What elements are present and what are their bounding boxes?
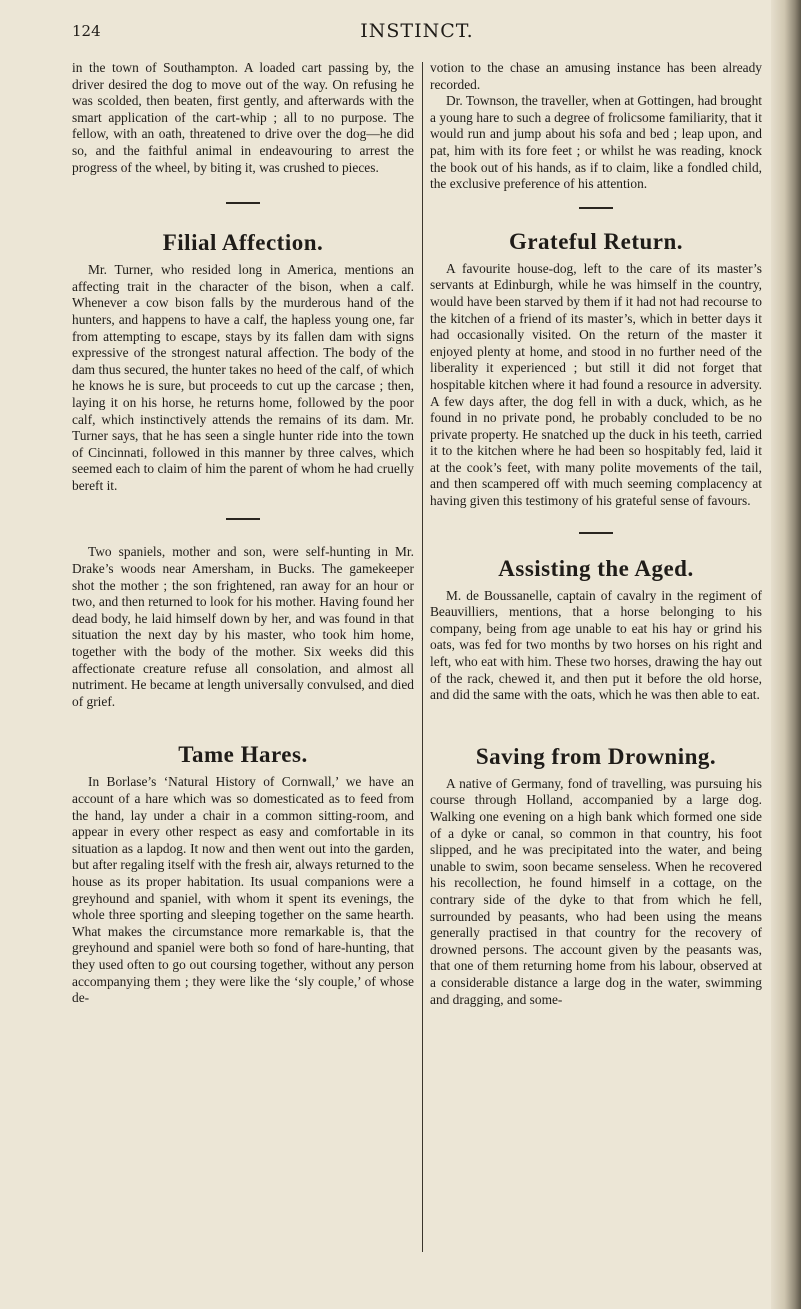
heading-grateful-return: Grateful Return. (508, 228, 684, 254)
column-rule (422, 62, 423, 1252)
paragraph-tame-hares: In Borlase’s ‘Natural History of Cornwall,’ we have an account of a hare which was so domesticated as to feed from the hand, lay under a chair in a common sitting-room, and appear in every other respect as easy and comfortable in its situation as a lapdog. It now and then went out into the garden, but after regaling itself with the fresh air, always returned to the house as its proper habitation. Its usual companions were a greyhound and spaniel, with whom it spent its evenings, the whole three sporting and sleeping together on the same hearth. What makes the circumstance more remarkable is, that the greyhound and spaniel were both so fond of hare-hunting, that they used often to go out coursing together, without any person accompanying them ; they were like the ‘sly couple,’ of whose de- (72, 774, 414, 1006)
paragraph-aged: M. de Boussanelle, captain of cavalry in the regiment of Beauvilliers, mentions, that a horse belonging to his company, being from age unable to eat his hay or grind his oats, was fed for two months by two horses on his right and left, who eat with him. These two horses, drawing the hay out of the rack, chewed it, and then put it before the old horse, and did the same with the oats, which he was then able to eat. (430, 587, 762, 703)
page-edge-shadow (771, 0, 801, 1309)
paragraph-grateful: A favourite house-dog, left to the care of its master’s servants at Edinburgh, while he was himself in the country, would have been starved by them if it had not had recourse to the kitchen of a friend of its master’s, which in better days it had occasionally visited. On the return of the master it enjoyed plenty at home, and stood in no further need of the liberality it experienced ; but still it did not forget that hospitable kitchen where it had found a resource in adversity. A few days after, the dog fell in with a duck, which, as he found in no private pond, he probably concluded to be no private property. He snatched up the duck in his teeth, carried it to the kitchen where he had been so hospitably fed, laid it at the cook’s feet, with many polite movements of the tail, and then scampered off with much seeming complacency at having given this testimony of his grateful sense of favours. (430, 260, 762, 509)
paragraph-continued: votion to the chase an amusing instance has been already recorded. (430, 60, 762, 92)
left-column (72, 60, 414, 1007)
running-head: INSTINCT. (360, 20, 474, 42)
right-column (430, 60, 762, 1008)
paragraph-spaniels: Two spaniels, mother and son, were self-hunting in Mr. Drake’s woods near Amersham, in Bucks. The gamekeeper shot the mother ; the son frightened, ran away for an hour or two, and then returned to look for his mother. Having found her dead body, he laid himself down by her, and was found in that situation the next day by his master, who took him home, together with the body of the mother. Six weeks did this affectionate creature refuse all consolation, and almost all nutriment. He became at length universally convulsed, and died of grief. (72, 544, 414, 709)
page-number: 124 (72, 22, 101, 40)
paragraph-townson: Dr. Townson, the traveller, when at Gottingen, had brought a young hare to such a degree of frolicsome familiarity, that it would run and jump about his sofa and bed ; leap upon, and pat, him with its fore feet ; or whilst he was reading, knock the book out of his hands, as if to claim, like a fondled child, the exclusive preference of his attention. (430, 93, 762, 192)
heading-assisting-aged: Assisting the Aged. (498, 555, 694, 581)
heading-tame-hares: Tame Hares. (178, 742, 308, 768)
paragraph-intro: in the town of Southampton. A loaded cart passing by, the driver desired the dog to move out of the way. On refusing he was scolded, then beaten, first gently, and afterwards with the smart application of the cart-whip ; all to no purpose. The fellow, with an oath, threatened to drive over the dog—he did so, and the faithful animal in endeavouring to arrest the progress of the wheel, by biting it, was crushed to pieces. (72, 60, 414, 175)
paragraph-drowning: A native of Germany, fond of travelling, was pursuing his course through Holland, accompanied by a large dog. Walking one evening on a high bank which formed one side of a dyke or canal, so common in that country, his foot slipped, and he was precipitated into the water, and being unable to swim, soon became senseless. When he recovered his recollection, he found himself in a cottage, on the contrary side of the dyke to that from which he fell, surrounded by peasants, who had been using the means generally practised in that country for the recovery of drowned persons. The account given by the peasants was, that one of them returning home from his labour, observed at a considerable distance a large dog in the water, swimming and dragging, and some- (430, 775, 762, 1007)
page-header (72, 20, 762, 46)
paragraph-filial: Mr. Turner, who resided long in America, mentions an affecting trait in the character of the bison, when a calf. Whenever a cow bison falls by the murderous hand of the hunters, and happens to have a calf, the hapless young one, far from attempting to escape, stays by its fallen dam with signs expressive of the strongest natural affection. The body of the dam thus secured, the hunter takes no heed of the calf, of which he knows he is sure, but proceeds to cut up the carcase ; then, laying it on his horse, he returns home, followed by the poor calf, which instinctively attends the remains of its dam. Mr. Turner says, that he has seen a single hunter ride into the town of Cincinnati, followed in this manner by three calves, which seemed each to claim of him the parent of whom he had cruelly bereft it. (72, 262, 414, 493)
heading-saving-drowning: Saving from Drowning. (475, 743, 717, 769)
heading-filial-affection: Filial Affection. (162, 230, 324, 256)
